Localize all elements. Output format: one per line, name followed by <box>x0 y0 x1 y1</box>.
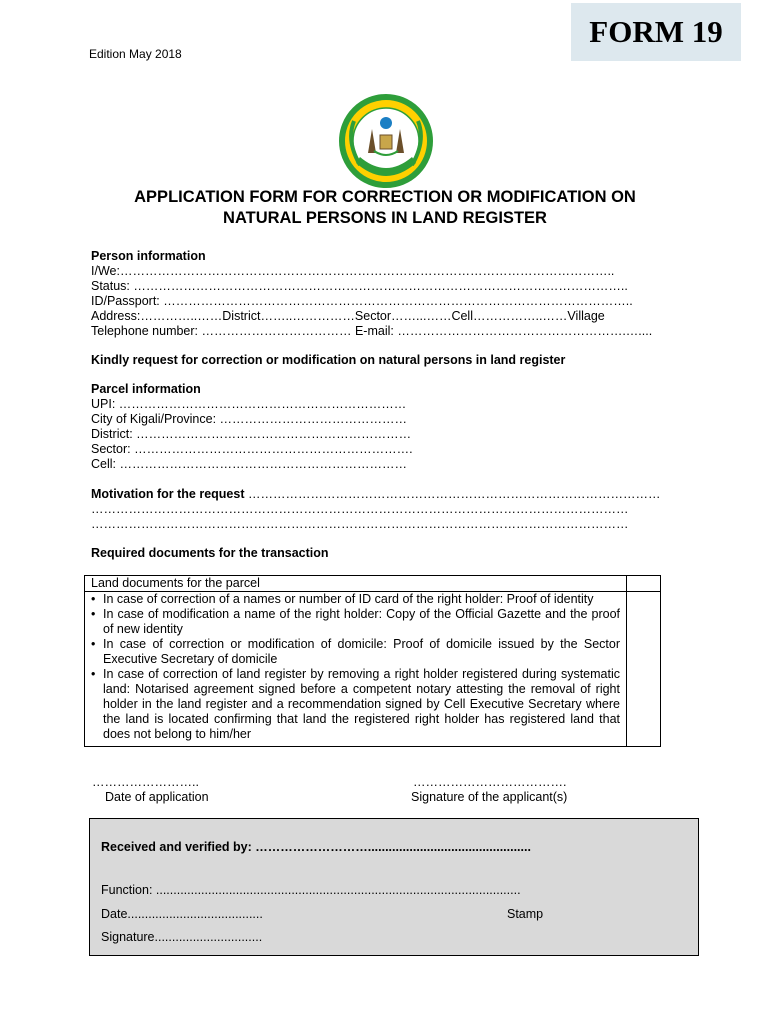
cell-field[interactable]: Cell: …………………………………………………………… <box>91 457 407 471</box>
verification-signature-field[interactable]: Signature............................... <box>101 930 263 944</box>
documents-list <box>85 592 626 742</box>
function-field[interactable]: Function: ......................................................................................................... <box>101 883 521 897</box>
stamp-label: Stamp <box>507 907 544 921</box>
document-item: • In case of correction of a names or number of ID card of the right holder: Proof of identity <box>103 592 620 607</box>
city-province-field[interactable]: City of Kigali/Province: ……………………………………… <box>91 412 408 426</box>
id-passport-field[interactable]: ID/Passport: ………………………………………………………………………………………………….. <box>91 294 633 308</box>
motivation-field-line-3[interactable]: ………………………………………………………………………………………………………………… <box>91 517 629 531</box>
applicant-signature-field[interactable]: ………………………………. <box>413 775 567 789</box>
verification-date-field[interactable]: Date....................................... <box>101 907 263 921</box>
national-seal-icon <box>336 91 436 191</box>
document-item: • In case of correction of land register by removing a right holder registered during systematic land: Notarised agreement signed before a competent notary attesting the removal of right holder in the land register and a recommendation signed by Cell Executive Secretary where the land is located confirming that land the registered right holder has registered land that does not belong to him/her <box>103 667 620 742</box>
request-statement: Kindly request for correction or modification on natural persons in land register <box>91 353 566 367</box>
status-field[interactable]: Status: ……………………………………………………………………………………………………….. <box>91 279 628 293</box>
motivation-label: Motivation for the request <box>91 487 245 501</box>
date-of-application-field[interactable]: …………………….. <box>92 775 199 789</box>
district-field[interactable]: District: ………………………………………………………… <box>91 427 412 441</box>
edition-label: Edition May 2018 <box>89 47 182 61</box>
motivation-field-line-1[interactable]: ……………………………………………………………………………………… <box>244 487 661 501</box>
telephone-email-field[interactable]: Telephone number: ……………………………… E-mail: ……………………………………………….….... <box>91 324 653 338</box>
person-information-heading: Person information <box>91 249 206 263</box>
parcel-information-section <box>91 382 661 472</box>
required-documents-table <box>84 575 661 747</box>
received-verified-field[interactable]: Received and verified by: ………………………............................................... <box>101 840 531 854</box>
document-item: • In case of modification a name of the right holder: Copy of the Official Gazette and the proof of new identity <box>103 607 620 637</box>
person-information-section <box>91 249 661 339</box>
form-title-line-2: NATURAL PERSONS IN LAND REGISTER <box>223 209 547 227</box>
parcel-information-heading: Parcel information <box>91 382 201 396</box>
applicant-signature-label: Signature of the applicant(s) <box>411 790 568 804</box>
verification-box <box>89 818 699 956</box>
date-of-application-label: Date of application <box>105 790 209 804</box>
required-documents-heading: Required documents for the transaction <box>91 546 329 560</box>
iwe-field[interactable]: I/We:……………………………………………………………………………………………………….. <box>91 264 615 278</box>
motivation-field-line-2[interactable]: ………………………………………………………………………………………………………………… <box>91 502 629 516</box>
sector-field[interactable]: Sector: …………………………………………………………. <box>91 442 413 456</box>
form-title <box>80 187 690 229</box>
form-number-badge: FORM 19 <box>571 3 741 61</box>
documents-checkbox-column[interactable] <box>627 576 660 746</box>
motivation-section <box>91 487 661 532</box>
form-title-line-1: APPLICATION FORM FOR CORRECTION OR MODIFICATION ON <box>134 188 636 206</box>
documents-table-header: Land documents for the parcel <box>85 576 626 592</box>
upi-field[interactable]: UPI: …………………………………………………………… <box>91 397 407 411</box>
address-field[interactable]: Address:…………..……District……..……………Sector……...……Cell……………..……Village <box>91 309 605 323</box>
document-item: • In case of correction or modification of domicile: Proof of domicile issued by the Sector Executive Secretary of domicile <box>103 637 620 667</box>
